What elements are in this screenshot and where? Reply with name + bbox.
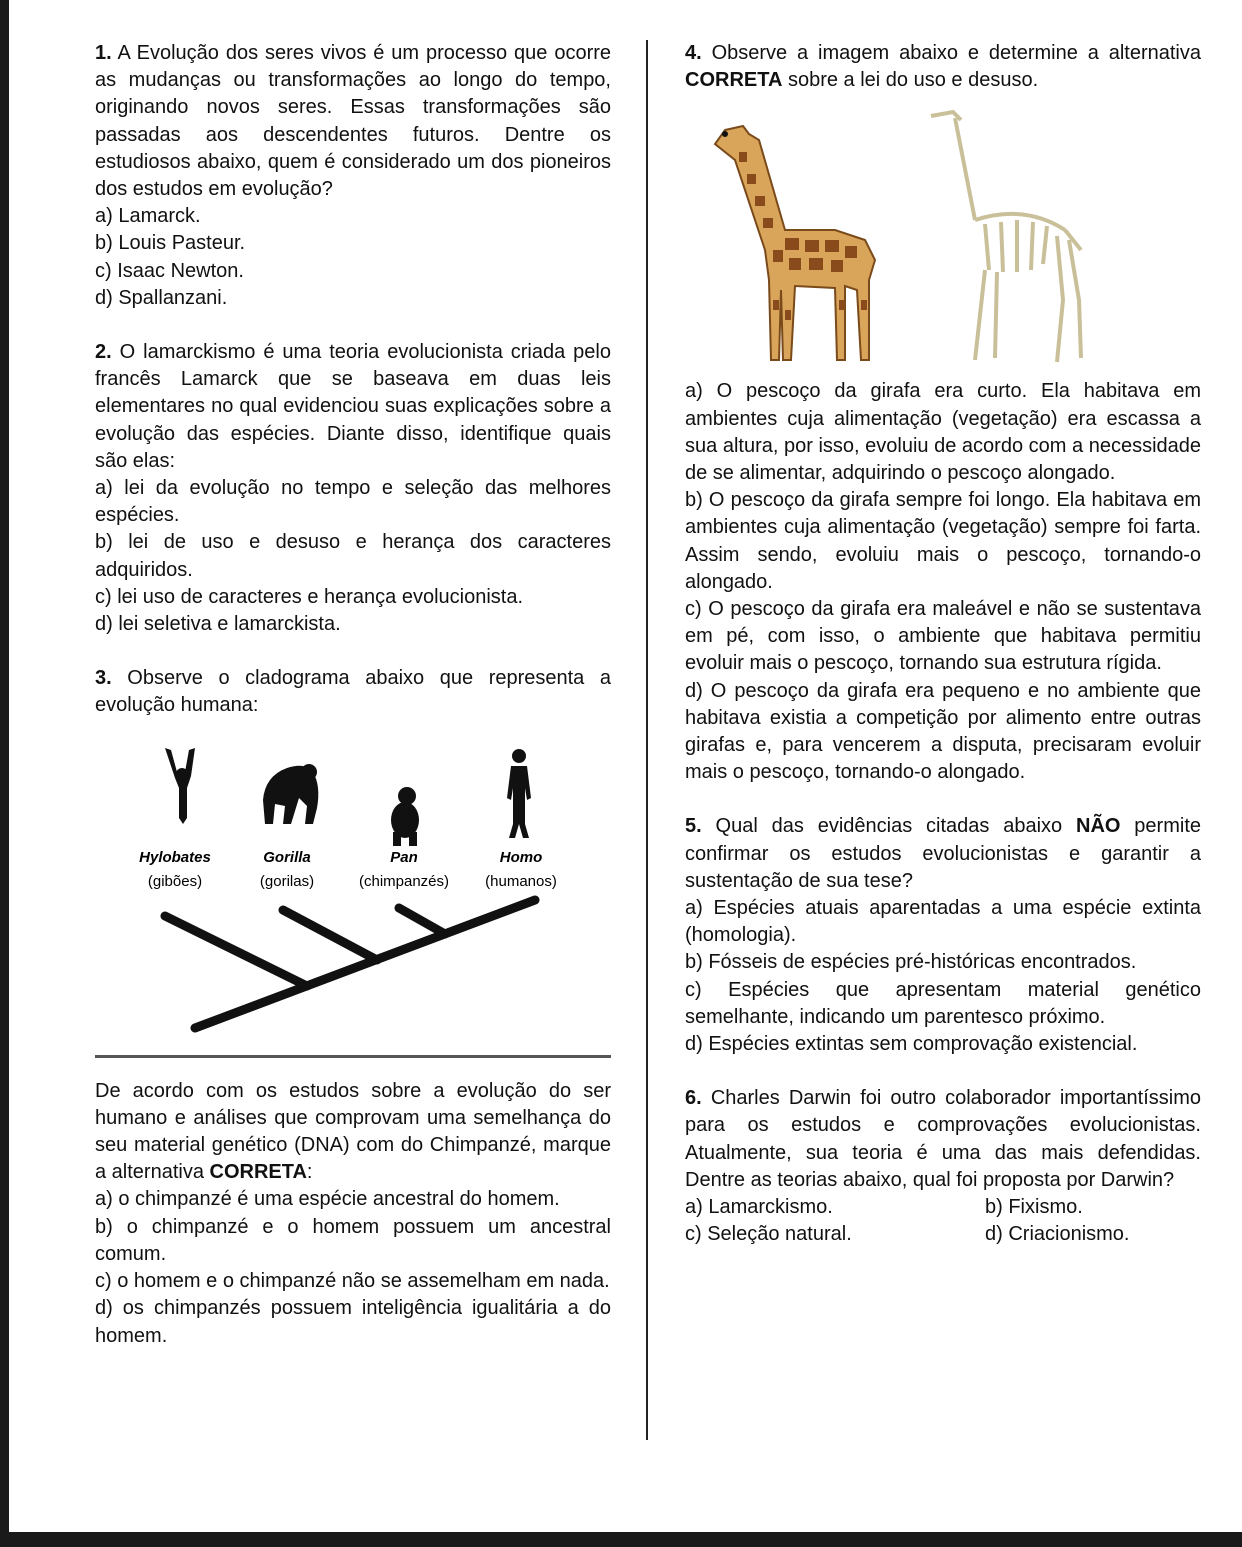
question-3-text: Observe o cladograma abaixo que representa a evolução humana:: [95, 667, 612, 717]
taxon-label-common: (chimpanzés): [358, 872, 450, 890]
question-3: [95, 665, 611, 1349]
question-1-option[interactable]: a) Lamarck.: [95, 205, 201, 228]
left-column: [95, 40, 611, 1350]
taxon-label-genus: Gorilla: [263, 848, 311, 866]
main-trunk-branch: [195, 900, 535, 1028]
question-2: [95, 339, 611, 638]
taxon-label-common: (gorilas): [259, 872, 315, 890]
question-5: [685, 813, 1201, 1058]
question-4-number: 4.: [685, 42, 702, 64]
taxon-label-common: (humanos): [485, 872, 557, 890]
question-2-number: 2.: [95, 341, 112, 364]
question-2-option[interactable]: b) lei de uso e desuso e herança dos caracteres adquiridos.: [95, 531, 611, 581]
pan-branch: [399, 908, 445, 934]
question-4-option[interactable]: c) O pescoço da girafa era maleável e não se sustentava em pé, com isso, o ambiente que habitava permitiu evoluir mais o pescoço, tornando sua estrutura rígida.: [685, 598, 1201, 675]
question-2-option[interactable]: d) lei seletiva e lamarckista.: [95, 613, 341, 636]
question-5-option[interactable]: d) Espécies extintas sem comprovação existencial.: [685, 1033, 1138, 1056]
question-6-option[interactable]: d) Criacionismo.: [985, 1223, 1130, 1246]
question-3-number: 3.: [95, 667, 112, 690]
giraffe-figure: [685, 100, 1201, 370]
question-5-text: Qual das evidências citadas abaixo: [715, 815, 1077, 838]
question-5-option[interactable]: a) Espécies atuais aparentadas a uma espécie extinta (homologia).: [685, 897, 1201, 947]
question-5-emphasis: NÃO: [1076, 815, 1121, 838]
question-3-option[interactable]: c) o homem e o chimpanzé não se assemelham em nada.: [95, 1270, 610, 1293]
question-6: [685, 1085, 1201, 1248]
right-column: [685, 40, 1201, 1249]
question-3-option[interactable]: b) o chimpanzé e o homem possuem um ancestral comum.: [95, 1215, 611, 1265]
gorilla-silhouette: [263, 764, 318, 824]
question-1-option[interactable]: c) Isaac Newton.: [95, 259, 244, 282]
question-3-stem: [95, 665, 611, 719]
cladogram-svg: [95, 728, 611, 1058]
question-3-prompt-emphasis: CORRETA: [209, 1161, 307, 1184]
question-4-option[interactable]: d) O pescoço da girafa era pequeno e no ambiente que habitava existia a competição por alimento entre outras girafas e, para vencerem a disputa, precisaram evoluir mais o pescoço, tornando-o alongado.: [685, 679, 1201, 784]
question-2-option[interactable]: a) lei da evolução no tempo e seleção das melhores espécies.: [95, 477, 611, 527]
taxon-label-genus: Pan: [390, 848, 418, 866]
gorilla-branch: [283, 910, 377, 960]
question-1-option[interactable]: b) Louis Pasteur.: [95, 232, 246, 255]
column-divider: [646, 40, 648, 1440]
question-4-stem: [685, 40, 1201, 94]
question-4-emphasis: CORRETA: [685, 69, 783, 92]
question-5-number: 5.: [685, 815, 702, 838]
taxon-label-genus: Homo: [499, 848, 543, 866]
question-6-stem: [685, 1085, 1201, 1194]
question-4-text-end: sobre a lei do uso e desuso.: [782, 69, 1039, 92]
question-2-stem: [95, 339, 611, 475]
question-6-text: Charles Darwin foi outro colaborador importantíssimo para os estudos e comprovações evolucionistas. Atualmente, sua teoria é uma das mais defendidas. Dentre as teorias abaixo, qual foi proposta por Darwin?: [685, 1087, 1202, 1191]
question-3-prompt-end: :: [306, 1161, 313, 1184]
question-6-option[interactable]: c) Seleção natural.: [685, 1223, 852, 1246]
question-6-options-row: [685, 1221, 1201, 1248]
gibbon-silhouette: [165, 748, 195, 824]
question-4-option[interactable]: a) O pescoço da girafa era curto. Ela habitava em ambientes cuja alimentação (vegetação) era escassa a sua altura, por isso, evoluiu de acordo com a necessidade de se alimentar, adquirindo o pescoço alongado.: [685, 380, 1201, 485]
taxon-label-genus: Hylobates: [139, 848, 211, 866]
question-5-option[interactable]: b) Fósseis de espécies pré-históricas encontrados.: [685, 951, 1137, 974]
taxon-label-common: (gibões): [147, 872, 203, 890]
human-silhouette: [507, 749, 531, 838]
question-5-option[interactable]: c) Espécies que apresentam material genético semelhante, indicando um parentesco próximo.: [685, 978, 1201, 1028]
question-1-text: A Evolução dos seres vivos é um processo que ocorre as mudanças ou transformações ao longo do tempo, originando novos seres. Essas transformações são passadas aos descendentes futuros. Dentre os estudiosos abaixo, quem é considerado um dos pioneiros dos estudos em evolução?: [95, 42, 612, 201]
giraffe-svg: [685, 100, 1201, 370]
question-1-number: 1.: [95, 42, 112, 64]
question-6-option[interactable]: b) Fixismo.: [985, 1196, 1083, 1219]
cladogram-figure: [95, 728, 611, 1058]
question-3-option[interactable]: d) os chimpanzés possuem inteligência igualitária a do homem.: [95, 1297, 611, 1347]
hylobates-branch: [165, 916, 307, 986]
question-3-prompt: [95, 1078, 611, 1187]
question-2-option[interactable]: c) lei uso de caracteres e herança evolucionista.: [95, 585, 524, 608]
question-4-text: Observe a imagem abaixo e determine a alternativa: [711, 42, 1201, 64]
giraffe-skeleton-illustration: [931, 112, 1081, 362]
giraffe-illustration: [715, 126, 875, 360]
question-4-option[interactable]: b) O pescoço da girafa sempre foi longo. Ela habitava em ambientes cuja alimentação (vegetação) sempre foi farta. Assim sendo, evoluiu mais o pescoço, tornando-o alongado.: [685, 489, 1201, 593]
question-6-options-row: [685, 1194, 1201, 1221]
question-3-option[interactable]: a) o chimpanzé é uma espécie ancestral do homem.: [95, 1188, 560, 1211]
cladogram-branches: [165, 900, 535, 1028]
question-1-stem: [95, 40, 611, 203]
question-3-prompt-text: De acordo com os estudos sobre a evolução do ser humano e análises que comprovam uma semelhança do seu material genético (DNA) com do Chimpanzé, marque a alternativa: [95, 1079, 611, 1184]
question-1-option[interactable]: d) Spallanzani.: [95, 286, 228, 309]
question-1: [95, 40, 611, 312]
question-6-number: 6.: [685, 1087, 702, 1110]
question-2-text: O lamarckismo é uma teoria evolucionista criada pelo francês Lamarck que se baseava em duas leis elementares no qual evidenciou suas explicações sobre a evolução das espécies. Diante disso, identifique quais são elas:: [95, 341, 611, 472]
question-4: [685, 40, 1201, 786]
chimpanzee-silhouette: [391, 787, 419, 846]
question-5-stem: [685, 813, 1201, 895]
question-6-option[interactable]: a) Lamarckismo.: [685, 1196, 833, 1219]
question-5-text-end: permite confirmar os estudos evolucionistas e garantir a sustentação de sua tese?: [685, 815, 1201, 892]
